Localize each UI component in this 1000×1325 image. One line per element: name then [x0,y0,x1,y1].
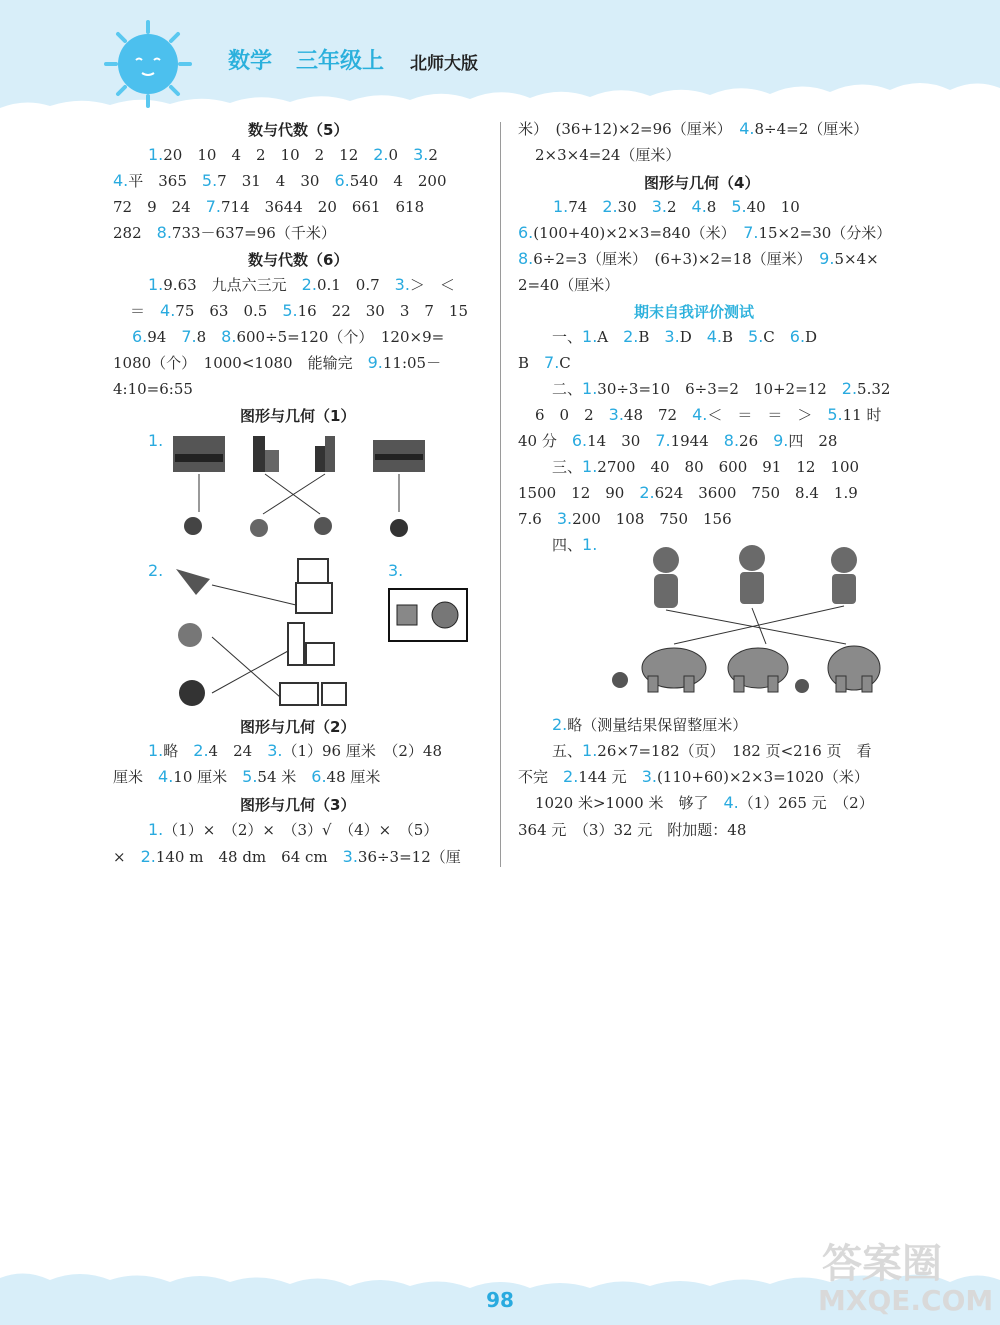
answer-line: 1.（1）× （2）× （3）√ （4）× （5） [148,820,439,839]
answer-line: 6 0 2 3.48 72 4.＜ ＝ ＝ ＞ 5.11 时 [535,405,882,424]
answer-line: 4.平 365 5.7 31 4 30 6.540 4 200 [113,171,447,190]
answer-line: 1.20 10 4 2 10 2 12 2.0 3.2 [148,145,438,164]
answer-line: 厘米 4.10 厘米 5.54 米 6.48 厘米 [113,767,381,786]
answer-line: 三、1.2700 40 80 600 91 12 100 [552,457,860,476]
matching-figure-1 [165,432,435,547]
question-number: 3. [388,561,404,580]
answer-line: 364 元 （3）32 元 附加题：48 [518,821,747,839]
answer-line: 6.94 7.8 8.600÷5=120（个） 120×9= [132,327,445,346]
answer-line: 米） (36+12)×2=96（厘米） 4.8÷4=2（厘米） [518,119,869,138]
section-title: 图形与几何（1） [240,407,356,425]
question-number: 2. [148,561,164,580]
answer-line: 1.9.63 九点六三元 2.0.1 0.7 3.＞ ＜ [148,275,455,294]
answer-line: 7.6 3.200 108 750 156 [518,509,732,528]
section-title: 数与代数（6） [248,251,349,269]
answer-line: 72 9 24 7.714 3644 20 661 618 [113,197,425,216]
answer-line: 2.略（测量结果保留整厘米） [552,715,748,734]
section-title: 图形与几何（3） [240,796,356,814]
answer-line: 40 分 6.14 30 7.1944 8.26 9.四 28 [518,431,838,450]
matching-figure-people-elephants [608,540,888,700]
watermark-text: 答案圈 [822,1241,942,1287]
sun-icon [100,18,200,110]
section-title: 图形与几何（2） [240,718,356,736]
header-subject: 数学 [228,49,273,74]
section-title: 图形与几何（4） [644,174,760,192]
answer-line: 四、1. [552,535,598,554]
answer-line: 1.74 2.30 3.2 4.8 5.40 10 [553,197,800,216]
answer-line: 一、1.A 2.B 3.D 4.B 5.C 6.D [552,327,818,346]
answer-line: 1500 12 90 2.624 3600 750 8.4 1.9 [518,483,858,502]
page-number: 98 [486,1288,514,1312]
shape-figure-3 [388,588,470,644]
watermark-url: MXQE.COM [818,1284,994,1317]
answer-line: 4:10=6:55 [113,380,193,398]
section-title: 数与代数（5） [248,121,349,139]
header-grade: 三年级上 [296,49,385,74]
answer-line: 2×3×4=24（厘米） [535,146,681,164]
question-number: 1. [148,431,164,450]
answer-line: 2=40（厘米） [518,276,620,294]
section-title: 期末自我评价测试 [634,303,755,321]
answer-line: 不完 2.144 元 3.(110+60)×2×3=1020（米） [518,767,869,786]
column-divider [500,122,501,867]
answer-line: 五、1.26×7=182（页） 182 页<216 页 看 [552,741,872,760]
answer-line: 二、1.30÷3=10 6÷3=2 10+2=12 2.5.32 [552,379,891,398]
answer-line: 1.略 2.4 24 3.（1）96 厘米 （2）48 [148,741,442,760]
answer-line: 6.(100+40)×2×3=840（米） 7.15×2=30（分米） [518,223,892,242]
answer-line: 1080（个） 1000<1080 能输完 9.11:05－ [113,353,442,372]
matching-figure-2 [170,555,355,715]
answer-line: 282 8.733－637=96（千米） [113,223,336,242]
answer-line: ＝ 4.75 63 0.5 5.16 22 30 3 7 15 [130,301,469,320]
answer-line: B 7.C [518,353,571,372]
header-edition: 北师大版 [410,54,478,74]
answer-line: × 2.140 m 48 dm 64 cm 3.36÷3=12（厘 [113,847,461,866]
answer-line: 8.6÷2=3（厘米） (6+3)×2=18（厘米） 9.5×4× [518,249,879,268]
answer-line: 1020 米>1000 米 够了 4.（1）265 元 （2） [535,793,874,812]
